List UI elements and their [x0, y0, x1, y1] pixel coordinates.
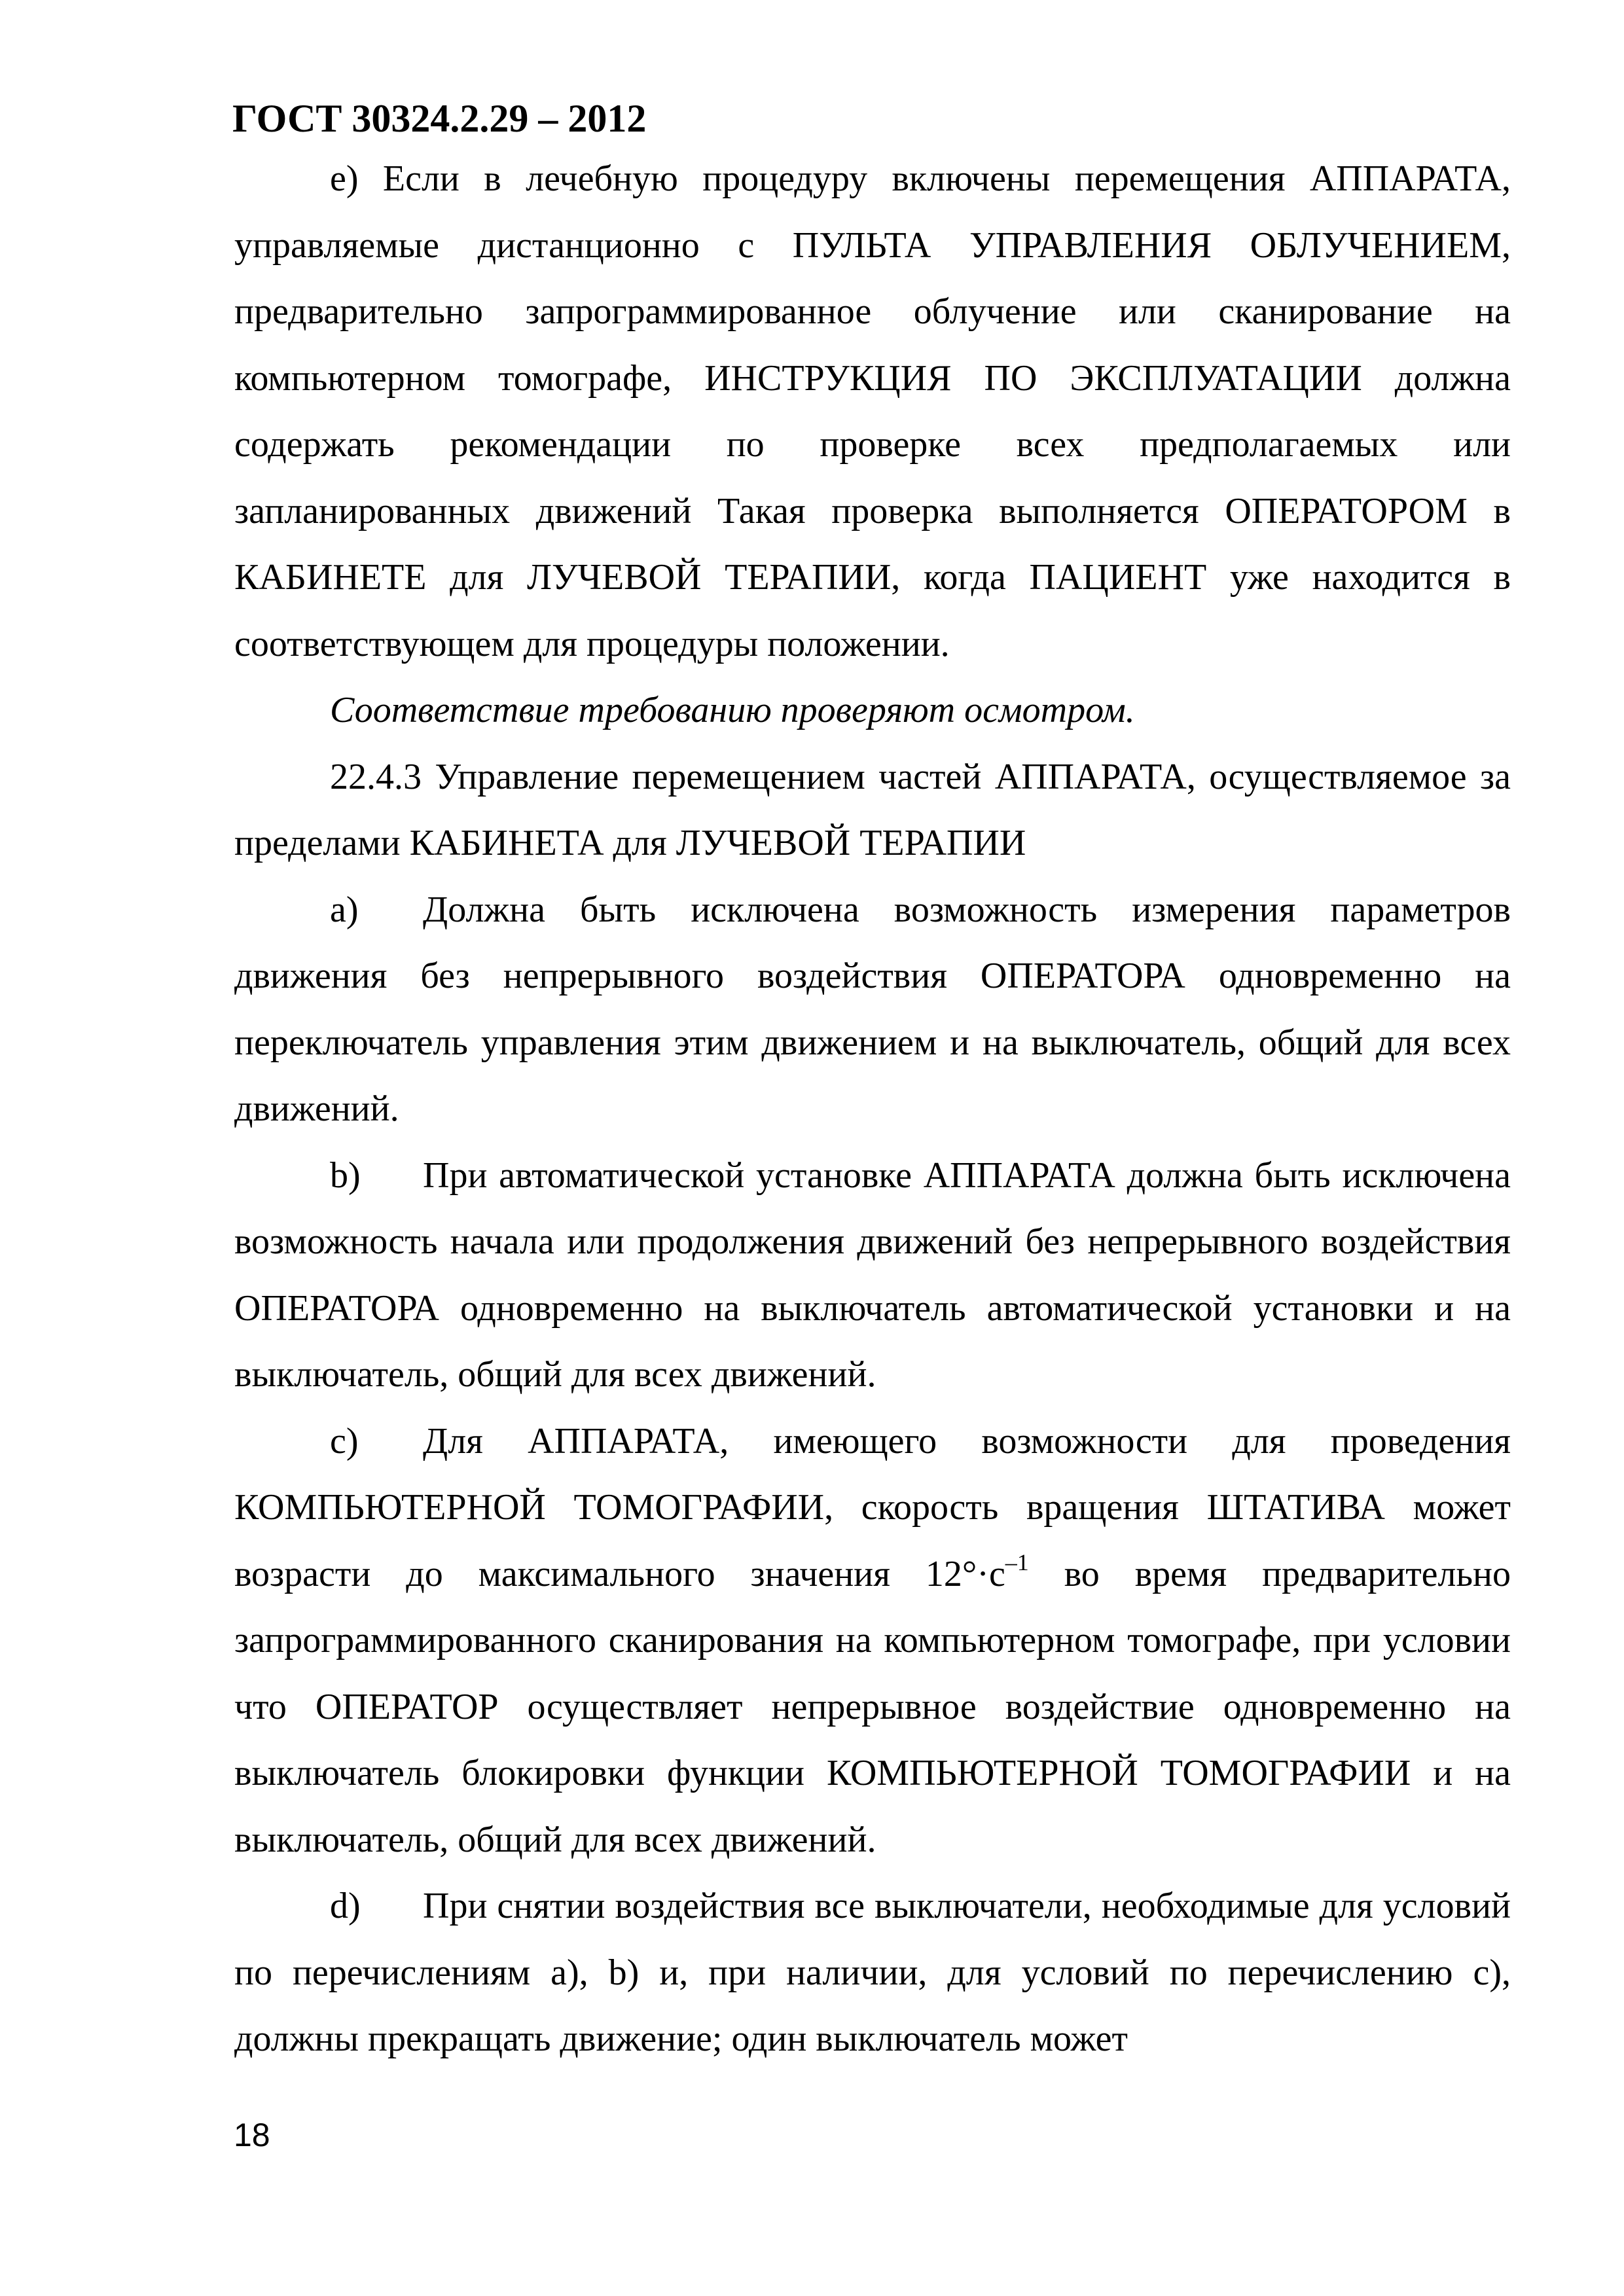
list-item-d — [234, 1873, 1511, 2073]
list-text-a: Должна быть исключена возможность измерения параметров движения без непрерывного воздействия ОПЕРАТОРА одновременно на переключатель управления этим движением и на выключатель, общий для всех движений. — [234, 889, 1511, 1129]
list-text-d: При снятии воздействия все выключатели, необходимые для условий по перечислениям a), b) и, при наличии, для условий по перечислению c), должны прекращать движение; один выключатель может — [234, 1886, 1511, 2059]
list-marker-a: a) — [330, 889, 359, 930]
unit-exponent: –1 — [1005, 1549, 1029, 1575]
list-marker-d: d) — [330, 1886, 361, 1926]
page-number: 18 — [234, 2117, 270, 2153]
list-text-c-before: Для АППАРАТА, имеющего возможности для проведения КОМПЬЮТЕРНОЙ ТОМОГРАФИИ, скорость вращения ШТАТИВА может возрасти до максимального значения 12°·с — [234, 1420, 1511, 1594]
list-item-a — [234, 877, 1511, 1143]
list-marker-c: c) — [330, 1420, 359, 1462]
paragraph-e: е) Если в лечебную процедуру включены перемещения АППАРАТА, управляемые дистанционно с ПУЛЬТА УПРАВЛЕНИЯ ОБЛУЧЕНИЕМ, предварительно запрограммированное облучение или сканирование на компьютерном томографе, ИНСТРУКЦИЯ ПО ЭКСПЛУАТАЦИИ должна содержать рекомендации по проверке всех предполагаемых или запланированных движений Такая проверка выполняется ОПЕРАТОРОМ в КАБИНЕТЕ для ЛУЧЕВОЙ ТЕРАПИИ, когда ПАЦИЕНТ уже находится в соответствующем для процедуры положении. — [234, 158, 1511, 664]
list-marker-b: b) — [330, 1155, 361, 1196]
document-code-header: ГОСТ 30324.2.29 – 2012 — [232, 97, 647, 140]
list-item-c — [234, 1408, 1511, 1874]
list-text-c-after: во время предварительно запрограммированного сканирования на компьютерном томографе, при условии что ОПЕРАТОР осуществляет непрерывное воздействие одновременно на выключатель блокировки функции КОМПЬЮТЕРНОЙ ТОМОГРАФИИ и на выключатель, общий для всех движений. — [234, 1553, 1511, 1860]
page-body — [234, 146, 1511, 2073]
section-22-4-3-heading: 22.4.3 Управление перемещением частей АППАРАТА, осуществляемое за пределами КАБИНЕТА для ЛУЧЕВОЙ ТЕРАПИИ — [234, 756, 1511, 863]
compliance-note: Соответствие требованию проверяют осмотром. — [330, 690, 1135, 730]
list-text-b: При автоматической установке АППАРАТА должна быть исключена возможность начала или продолжения движений без непрерывного воздействия ОПЕРАТОРА одновременно на выключатель автоматической установки и на выключатель, общий для всех движений. — [234, 1155, 1511, 1395]
list-item-b — [234, 1143, 1511, 1408]
